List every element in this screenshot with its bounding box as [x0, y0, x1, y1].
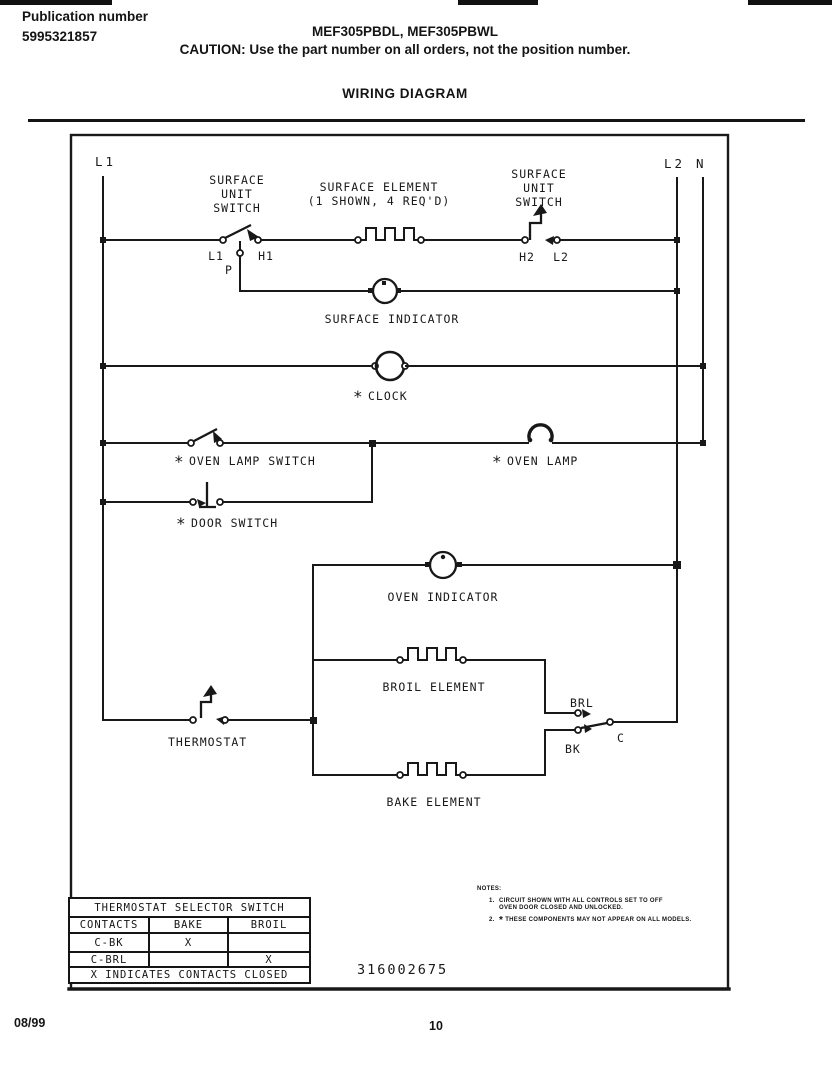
surface-indicator-circuit: [237, 242, 677, 303]
oven-lamp-symbol: [529, 425, 552, 441]
terminal-h1-label: H1: [258, 249, 274, 263]
thermostat-selector-table: [68, 897, 311, 984]
surface-indicator-label: SURFACE INDICATOR: [324, 312, 460, 326]
note-item: [477, 917, 732, 924]
note-item: [477, 898, 732, 912]
bake-element-circuit: [313, 730, 574, 778]
surface-unit-switch-right-label: UNIT: [523, 181, 555, 195]
door-switch-circuit: [103, 443, 372, 507]
table-col-contacts: CONTACTS: [69, 917, 149, 933]
door-switch-asterisk: *: [176, 514, 186, 533]
terminal-bk-label: BK: [565, 742, 581, 756]
table-title: THERMOSTAT SELECTOR SWITCH: [69, 898, 310, 917]
clock-circuit: [103, 352, 703, 380]
oven-lamp-switch-asterisk: *: [174, 452, 184, 471]
table-row: [69, 933, 310, 952]
oven-lamp-switch-label: OVEN LAMP SWITCH: [189, 454, 316, 468]
surface-unit-switch-right-label: SWITCH: [515, 195, 563, 209]
oven-lamp-circuit: [103, 425, 703, 446]
note-asterisk: *: [499, 915, 504, 926]
selector-switch: [575, 719, 677, 733]
caution-text: CAUTION: Use the part number on all orders, not the position number.: [179, 42, 631, 57]
oven-lamp-label: OVEN LAMP: [507, 454, 579, 468]
page-title: WIRING DIAGRAM: [342, 86, 468, 101]
table-footer: X INDICATES CONTACTS CLOSED: [69, 967, 310, 983]
note-number: 2.: [489, 917, 495, 923]
terminal-l2-label: L2: [553, 250, 569, 264]
clock-label: CLOCK: [368, 389, 408, 403]
diagram-border: [71, 135, 728, 989]
cell-broil: [228, 933, 310, 952]
note-line: CIRCUIT SHOWN WITH ALL CONTROLS SET TO OFF: [499, 898, 663, 904]
surface-element-qty-label: (1 SHOWN, 4 REQ'D): [307, 194, 451, 208]
surface-element-label: SURFACE ELEMENT: [319, 180, 439, 194]
l2-bus-label: L2: [664, 156, 686, 171]
thermostat-circuit: [103, 685, 313, 725]
terminal-l1-label: L1: [208, 249, 224, 263]
terminal-p-label: P: [225, 263, 233, 277]
surface-unit-switch-left-label: UNIT: [221, 187, 253, 201]
publication-label: Publication number: [22, 9, 149, 24]
surface-unit-switch-left-label: SWITCH: [213, 201, 261, 215]
cell-contact: C-BRL: [69, 952, 149, 967]
surface-element-resistor: [361, 228, 419, 240]
footer-date: 08/99: [14, 1016, 46, 1030]
clock-symbol: [376, 352, 404, 380]
cell-bake: [149, 952, 228, 967]
clock-asterisk: *: [353, 387, 363, 406]
terminal-brl-label: BRL: [570, 696, 594, 710]
note-number: 1.: [489, 898, 495, 904]
diagram-part-number: 316002675: [357, 962, 449, 978]
surface-unit-switch-right-label: SURFACE: [511, 167, 567, 181]
surface-unit-switch-left-label: SURFACE: [209, 173, 265, 187]
notes-block: [477, 886, 732, 924]
table-col-broil: BROIL: [228, 917, 310, 933]
thermostat-label: THERMOSTAT: [168, 735, 248, 749]
oven-indicator-label: OVEN INDICATOR: [387, 590, 499, 604]
note-line: OVEN DOOR CLOSED AND UNLOCKED.: [499, 905, 624, 911]
bake-element-resistor: [403, 763, 461, 775]
model-numbers: MEF305PBDL, MEF305PBWL: [311, 24, 499, 39]
cell-broil: X: [228, 952, 310, 967]
door-switch-label: DOOR SWITCH: [191, 516, 279, 530]
surface-element-circuit: [103, 204, 677, 245]
footer-page-number: 10: [429, 1019, 443, 1033]
broil-element-label: BROIL ELEMENT: [382, 680, 486, 694]
table-row: [69, 952, 310, 967]
publication-number: 5995321857: [22, 29, 98, 44]
table-col-bake: BAKE: [149, 917, 228, 933]
cell-bake: X: [149, 933, 228, 952]
note-text: THESE COMPONENTS MAY NOT APPEAR ON ALL MODELS.: [505, 917, 692, 923]
notes-heading: NOTES:: [477, 886, 502, 892]
terminal-c-label: C: [617, 731, 625, 745]
oven-lamp-asterisk: *: [492, 452, 502, 471]
cell-contact: C-BK: [69, 933, 149, 952]
bake-element-label: BAKE ELEMENT: [386, 795, 482, 809]
broil-element-resistor: [403, 648, 461, 660]
terminal-h2-label: H2: [519, 250, 535, 264]
note-text: [499, 898, 663, 912]
l1-bus-label: L1: [95, 154, 117, 169]
junction-dots: [100, 237, 706, 724]
neutral-bus-label: N: [696, 156, 707, 171]
